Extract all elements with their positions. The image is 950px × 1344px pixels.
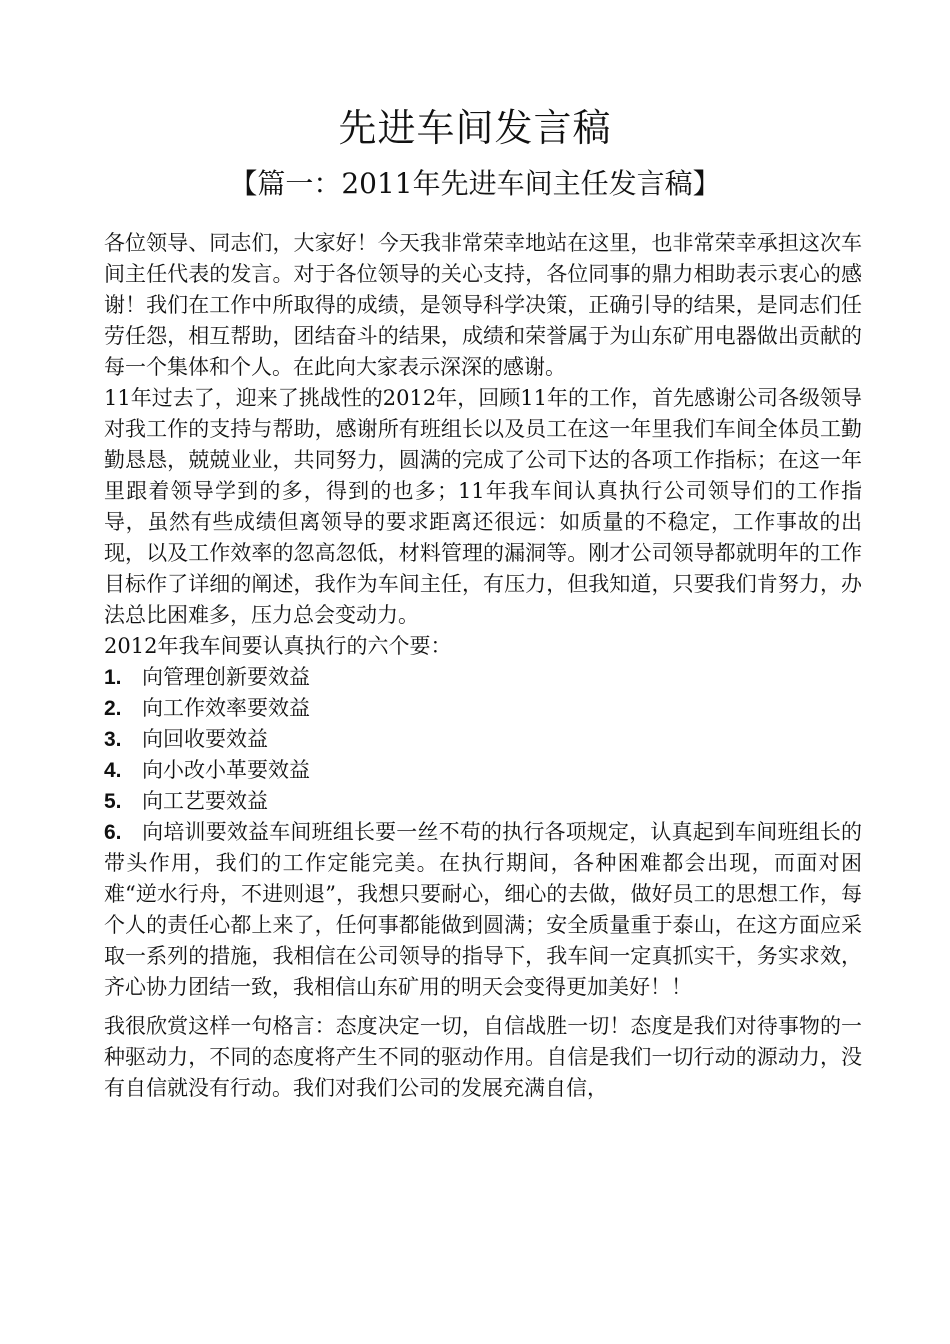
list-text: 向管理创新要效益 <box>142 665 310 689</box>
paragraph: 11年过去了，迎来了挑战性的2012年，回顾11年的工作，首先感谢公司各级领导对我工作的支持与帮助，感谢所有班组长以及员工在这一年里我们车间全体员工勤勤恳恳，兢兢业业，共同努力，圆满的完成了公司下达的各项工作指标；在这一年里跟着领导学到的多，得到的也多；11年我车间认真执行公司领导们的工作指导，虽然有些成绩但离领导的要求距离还很远：如质量的不稳定，工作事故的出现，以及工作效率的忽高忽低，材料管理的漏洞等。刚才公司领导都就明年的工作目标作了详细的阐述，我作为车间主任，有压力，但我知道，只要我们肯努力，办法总比困难多，压力总会变动力。 <box>104 386 862 627</box>
paragraph: 我很欣赏这样一句格言：态度决定一切，自信战胜一切！态度是我们对待事物的一种驱动力，不同的态度将产生不同的驱动作用。自信是我们一切行动的源动力，没有自信就没有行动。我们对我们公司的发展充满自信， <box>104 1014 862 1100</box>
document-body <box>104 228 862 1104</box>
list-text: 向回收要效益 <box>142 727 268 751</box>
list-number: 5. <box>104 790 122 813</box>
list-intro: 2012年我车间要认真执行的六个要： <box>104 634 452 658</box>
document-subtitle: 【篇一：2011年先进车间主任发言稿】 <box>229 167 721 200</box>
list-item <box>104 724 862 755</box>
list-number: 6. <box>104 821 122 844</box>
list-text: 向培训要效益车间班组长要一丝不苟的执行各项规定，认真起到车间班组长的带头作用，我们的工作定能完美。在执行期间，各种困难都会出现，而面对困难“逆水行舟，不进则退”，我想只要耐心，细心的去做，做好员工的思想工作，每个人的责任心都上来了，任何事都能做到圆满；安全质量重于泰山，在这方面应采取一系列的措施，我相信在公司领导的指导下，我车间一定真抓实干，务实求效，齐心协力团结一致，我相信山东矿用的明天会变得更加美好！！ <box>104 820 862 999</box>
paragraph: 各位领导、同志们，大家好！今天我非常荣幸地站在这里，也非常荣幸承担这次车间主任代表的发言。对于各位领导的关心支持，各位同事的鼎力相助表示衷心的感谢！我们在工作中所取得的成绩，是领导科学决策，正确引导的结果，是同志们任劳任怨，相互帮助，团结奋斗的结果，成绩和荣誉属于为山东矿用电器做出贡献的每一个集体和个人。在此向大家表示深深的感谢。 <box>104 231 862 379</box>
list-item <box>104 662 862 693</box>
list-text: 向工艺要效益 <box>142 789 268 813</box>
list-number: 3. <box>104 728 122 751</box>
list-item <box>104 693 862 724</box>
list-number: 2. <box>104 697 122 720</box>
list-item <box>104 786 862 817</box>
list-text: 向小改小革要效益 <box>142 758 310 782</box>
document-title: 先进车间发言稿 <box>338 106 612 150</box>
list-number: 1. <box>104 666 122 689</box>
list-text: 向工作效率要效益 <box>142 696 310 720</box>
list-number: 4. <box>104 759 122 782</box>
list-item <box>104 755 862 786</box>
list-item <box>104 817 862 1003</box>
